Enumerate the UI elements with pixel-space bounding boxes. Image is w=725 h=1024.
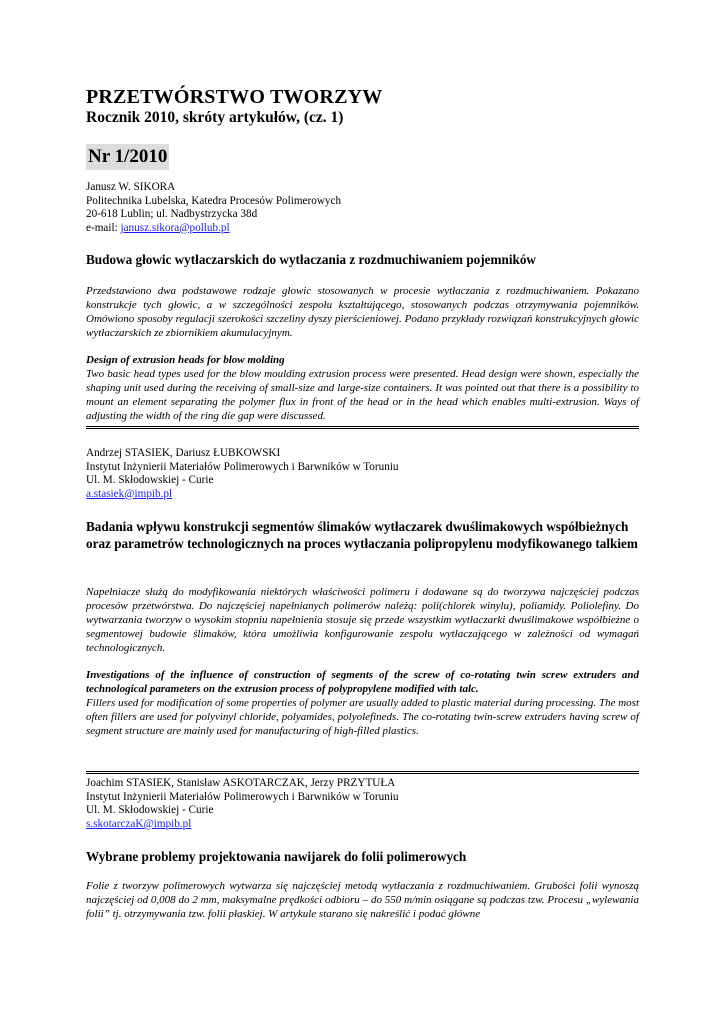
journal-subtitle: Rocznik 2010, skróty artykułów, (cz. 1) bbox=[86, 109, 344, 126]
article-1-author-block bbox=[86, 181, 639, 235]
section-divider bbox=[86, 426, 639, 429]
article-2-abstract-en-text: Fillers used for modification of some properties of polymer are usually added to plastic material during processing. The most often fillers are used for polyvinyl chloride, polyamides, polyolefineds. The co-rotating twin-screw extruders having screw of segment structure are mainly used for manufacturing of high-filled plastics. bbox=[86, 696, 639, 737]
article-2-affiliation: Instytut Inżynierii Materiałów Polimerowych i Barwników w Toruniu bbox=[86, 460, 399, 473]
article-2-title: Badania wpływu konstrukcji segmentów ślimaków wytłaczarek dwuślimakowych współbieżnych oraz parametrów technologicznych na proces wytłaczania polipropylenu modyfikowanego talkiem bbox=[86, 519, 638, 551]
article-3-title: Wybrane problemy projektowania nawijarek do folii polimerowych bbox=[86, 849, 467, 864]
article-1-abstract-pl: Przedstawiono dwa podstawowe rodzaje głowic stosowanych w procesie wytłaczania z rozdmuchiwaniem. Pokazano konstrukcje tych głowic, a w szczególności zespołu kształtującego, stosowanych podczas otrzymywania pojemników. Omówiono sposoby regulacji szerokości szczeliny dyszy pierścieniowej. Podano przykłady rozwiązań konstrukcyjnych głowic wytłaczarskich ze zbiornikiem akumulacyjnym. bbox=[86, 285, 639, 339]
article-1-abstract-en-text: Two basic head types used for the blow moulding extrusion process were presented. Head design were shown, especially the shaping unit used during the receiving of small-size and large-size containers. It was pointed out that there is a possibility to mount an element separating the polymer flux in front of the head or in the head which enables multi-extrusion. Ways of adjusting the width of the ring die gap were discussed. bbox=[86, 367, 639, 422]
article-3-author-block bbox=[86, 777, 639, 831]
article-2-abstract-en bbox=[86, 669, 639, 739]
article-3-address: Ul. M. Skłodowskiej - Curie bbox=[86, 804, 214, 817]
article-2-author-block bbox=[86, 447, 639, 501]
article-1-authors: Janusz W. SIKORA bbox=[86, 181, 176, 193]
article-1-affiliation: Politechnika Lubelska, Katedra Procesów Polimerowych bbox=[86, 194, 342, 207]
article-2-abstract-pl: Napełniacze służą do modyfikowania niektórych właściwości polimeru i dodawane są do tworzywa najczęściej podczas procesów przetwórstwa. Do najczęściej napełnianych polimerów należą: poli(chlorek winylu), poliamidy. Poliolefiny. Do wytwarzania tworzyw o wysokim stopniu napełnienia stosuje się przede wszystkim wytłaczarki dwuślimakowe współbieżne o segmentowej budowie ślimaków, która umożliwia konfigurowanie zespołu wytłaczającego w zależności od wymagań technologicznych. bbox=[86, 586, 639, 654]
article-3-authors: Joachim STASIEK, Stanisław ASKOTARCZAK, Jerzy PRZYTUŁA bbox=[86, 777, 396, 789]
article-2-title-en: Investigations of the influence of construction of segments of the screw of co-rotating twin screw extruders and technological parameters on the extrusion process of polypropylene modified with talc. bbox=[86, 669, 639, 695]
email-prefix: e-mail: bbox=[86, 221, 121, 234]
article-1-email-link[interactable]: janusz.sikora@pollub.pl bbox=[120, 221, 230, 234]
article-2-address: Ul. M. Skłodowskiej - Curie bbox=[86, 474, 214, 487]
article-2-authors: Andrzej STASIEK, Dariusz ŁUBKOWSKI bbox=[86, 447, 281, 459]
article-1-address: 20-618 Lublin; ul. Nadbystrzycka 38d bbox=[86, 208, 258, 221]
article-1-title: Budowa głowic wytłaczarskich do wytłaczania z rozdmuchiwaniem pojemników bbox=[86, 252, 536, 267]
article-2-email-link[interactable]: a.stasiek@impib.pl bbox=[86, 487, 173, 500]
article-1-abstract-en bbox=[86, 354, 639, 424]
article-1-email-line bbox=[86, 222, 639, 236]
journal-title: PRZETWÓRSTWO TWORZYW bbox=[86, 86, 383, 108]
article-1-title-en: Design of extrusion heads for blow molding bbox=[86, 354, 285, 366]
section-divider bbox=[86, 771, 639, 774]
issue-number: Nr 1/2010 bbox=[86, 144, 169, 170]
article-3-affiliation: Instytut Inżynierii Materiałów Polimerowych i Barwników w Toruniu bbox=[86, 790, 399, 803]
article-3-abstract-pl: Folie z tworzyw polimerowych wytwarza się najczęściej metodą wytłaczania z rozdmuchiwaniem. Grubości folii wynoszą najczęściej od 0,008 do 2 mm, maksymalne prędkości odbioru – do 550 m/min osiągane są podczas tzw. Procesu „wylewania folii” tj. otrzymywania tzw. folii płaskiej. W artykule starano się nakreślić i podać główne bbox=[86, 880, 639, 920]
article-3-email-link[interactable]: s.skotarczaK@impib.pl bbox=[86, 817, 192, 830]
